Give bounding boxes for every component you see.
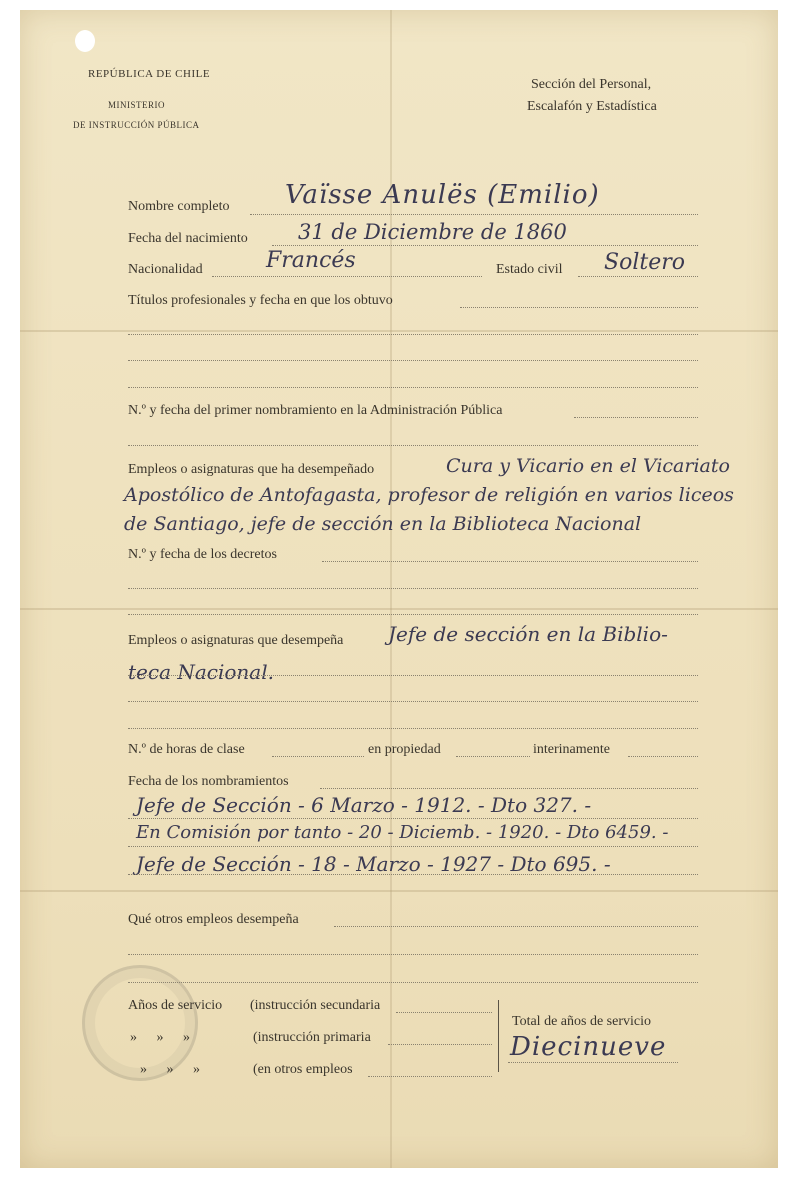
bracket-divider [498, 1000, 499, 1072]
past-jobs-label: Empleos o asignaturas que ha desempeñado [128, 462, 375, 477]
name-label: Nombre completo [128, 199, 230, 214]
first-appointment-line [574, 417, 698, 418]
other-jobs-line [334, 926, 698, 927]
blank-line [128, 445, 698, 446]
past-jobs-line-2: Apostólico de Antofagasta, profesor de religión en varios liceos [124, 484, 734, 506]
punch-hole [75, 30, 95, 52]
ministry-heading: MINISTERIO [108, 100, 165, 110]
interim-label: interinamente [533, 742, 610, 757]
current-jobs-label: Empleos o asignaturas que desempeña [128, 633, 344, 648]
others-label: (en otros empleos [253, 1062, 353, 1077]
titles-label: Títulos profesionales y fecha en que los obtuvo [128, 293, 393, 308]
nationality-value: Francés [266, 248, 356, 273]
civil-value: Soltero [604, 250, 685, 275]
appointment-line [128, 874, 698, 875]
section-subheading: Escalafón y Estadística [527, 99, 657, 114]
birth-label: Fecha del nacimiento [128, 231, 248, 246]
current-jobs-line [128, 675, 698, 676]
total-value: Diecinueve [510, 1032, 667, 1062]
name-value: Vaïsse Anulës (Emilio) [285, 180, 600, 210]
blank-line [128, 334, 698, 335]
blank-line [128, 614, 698, 615]
property-label: en propiedad [368, 742, 441, 757]
name-line [250, 214, 698, 215]
primary-label: (instrucción primaria [253, 1030, 371, 1045]
other-jobs-label: Qué otros empleos desempeña [128, 912, 299, 927]
blank-line [128, 982, 698, 983]
first-appointment-label: N.º y fecha del primer nombramiento en la Administración Pública [128, 403, 503, 418]
fold-line [20, 608, 778, 610]
total-line [508, 1062, 678, 1063]
years-label: Años de servicio [128, 998, 223, 1013]
civil-line [578, 276, 698, 277]
interim-line [628, 756, 698, 757]
nationality-line [212, 276, 482, 277]
hours-label: N.º de horas de clase [128, 742, 245, 757]
ditto-marks: » » » [130, 1030, 198, 1045]
appointment-2: En Comisión por tanto - 20 - Diciemb. - 1920. - Dto 6459. - [136, 822, 669, 843]
civil-label: Estado civil [496, 262, 563, 277]
ministry-subheading: DE INSTRUCCIÓN PÚBLICA [73, 120, 200, 130]
current-jobs-line-2: teca Nacional. [128, 660, 274, 684]
birth-line [272, 245, 698, 246]
titles-line [460, 307, 698, 308]
blank-line [128, 701, 698, 702]
decrees-line [322, 561, 698, 562]
fold-line [20, 330, 778, 332]
section-heading: Sección del Personal, [531, 77, 652, 92]
secondary-label: (instrucción secundaria [250, 998, 381, 1013]
blank-line [128, 954, 698, 955]
ditto-marks: » » » [140, 1062, 208, 1077]
blank-line [128, 360, 698, 361]
appointments-line [320, 788, 698, 789]
hours-line [272, 756, 364, 757]
decrees-label: N.º y fecha de los decretos [128, 547, 277, 562]
republic-heading: REPÚBLICA DE CHILE [88, 68, 211, 80]
past-jobs-line-1: Cura y Vicario en el Vicariato [446, 455, 730, 477]
appointment-line [128, 818, 698, 819]
blank-line [128, 588, 698, 589]
appointment-1: Jefe de Sección - 6 Marzo - 1912. - Dto 327. - [136, 793, 592, 817]
others-line [368, 1076, 492, 1077]
appointments-label: Fecha de los nombramientos [128, 774, 289, 789]
blank-line [128, 728, 698, 729]
total-label: Total de años de servicio [512, 1014, 651, 1029]
current-jobs-line-1: Jefe de sección en la Biblio- [388, 622, 668, 646]
birth-value: 31 de Diciembre de 1860 [298, 220, 567, 244]
appointment-3: Jefe de Sección - 18 - Marzo - 1927 - Dto 695. - [136, 852, 611, 876]
secondary-line [396, 1012, 492, 1013]
blank-line [128, 387, 698, 388]
fold-line [20, 890, 778, 892]
nationality-label: Nacionalidad [128, 262, 203, 277]
primary-line [388, 1044, 492, 1045]
appointment-line [128, 846, 698, 847]
past-jobs-line-3: de Santiago, jefe de sección en la Biblioteca Nacional [124, 513, 642, 535]
property-line [456, 756, 530, 757]
